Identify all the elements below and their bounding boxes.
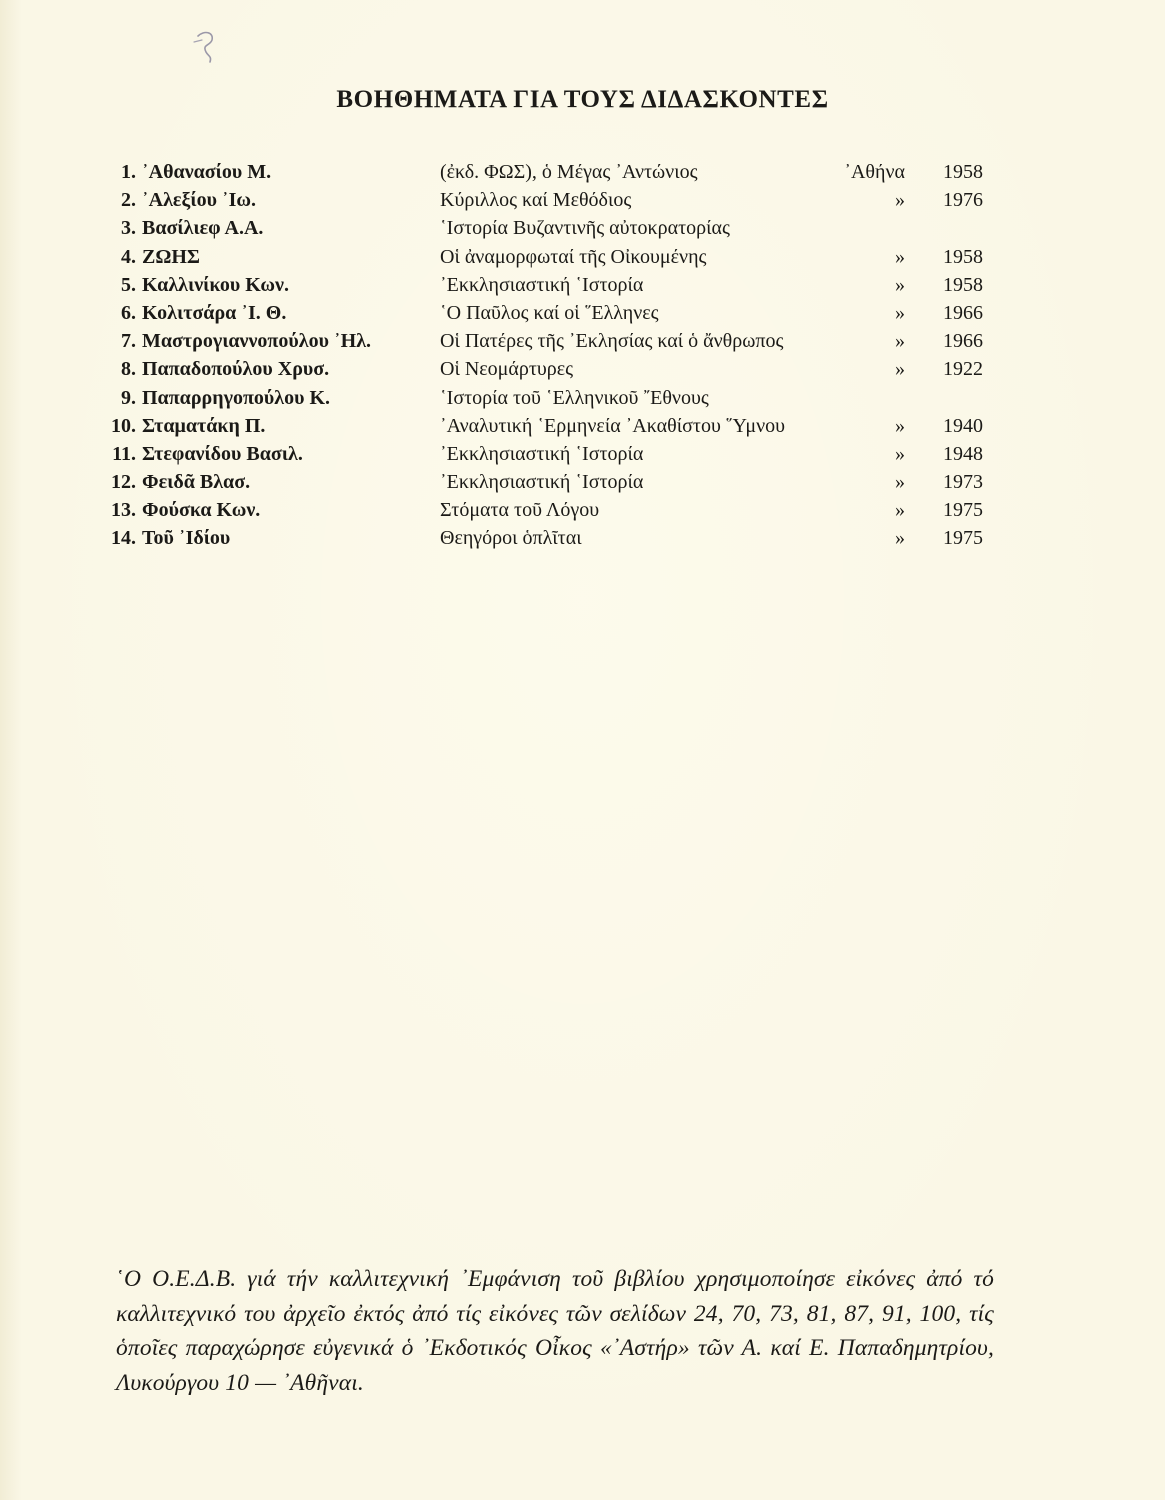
ref-number: 6. <box>121 301 136 324</box>
ref-title: Οἱ ἀναμορφωταί τῆς Οἰκουμένης <box>440 245 707 268</box>
ref-place: » <box>895 189 905 212</box>
ref-author: Τοῦ ᾿Ιδίου <box>142 527 231 550</box>
ref-place: » <box>895 245 905 268</box>
ref-author: Φούσκα Κων. <box>142 499 261 522</box>
ref-title: ῾Ιστορία τοῦ ῾Ελληνικοῦ ῎Εθνους <box>440 386 709 409</box>
pencil-scribble-mark <box>190 22 230 72</box>
ref-number: 5. <box>121 273 136 296</box>
list-item <box>0 327 1165 355</box>
ref-place: » <box>895 301 905 324</box>
ref-author: Στεφανίδου Βασιλ. <box>142 442 303 465</box>
ref-year: 1975 <box>943 499 983 522</box>
ref-title: ῾Ο Παῦλος καί οἱ ῞Ελληνες <box>440 301 659 324</box>
ref-number: 9. <box>121 386 136 409</box>
ref-title: ᾿Εκκλησιαστική ῾Ιστορία <box>440 273 644 296</box>
ref-place: » <box>895 499 905 522</box>
ref-number: 13. <box>111 499 136 522</box>
list-item <box>0 158 1165 186</box>
ref-place: » <box>895 358 905 381</box>
ref-year: 1958 <box>943 273 983 296</box>
ref-place: » <box>895 330 905 353</box>
ref-number: 11. <box>112 442 136 465</box>
ref-title: Οἱ Νεομάρτυρες <box>440 358 574 381</box>
ref-title: ᾿Εκκλησιαστική ῾Ιστορία <box>440 471 644 494</box>
list-item <box>0 524 1165 552</box>
ref-title: ῾Ιστορία Βυζαντινῆς αὐτοκρατορίας <box>440 217 730 240</box>
ref-author: ᾿Αθανασίου Μ. <box>142 161 272 183</box>
list-item <box>0 412 1165 440</box>
ref-number: 14. <box>111 527 136 550</box>
ref-title: Θεηγόροι ὁπλῖται <box>440 527 582 550</box>
ref-place: ᾿Αθήνα <box>844 161 905 183</box>
ref-author: Σταματάκη Π. <box>142 414 266 437</box>
ref-year: 1976 <box>943 189 983 212</box>
ref-author: Παπαρρηγοπούλου Κ. <box>142 386 331 409</box>
ref-year: 1975 <box>943 527 983 550</box>
list-item <box>0 271 1165 299</box>
ref-number: 4. <box>121 245 136 268</box>
ref-author: Κολιτσάρα ᾿Ι. Θ. <box>142 301 287 324</box>
ref-year: 1940 <box>943 414 983 437</box>
ref-place: » <box>895 471 905 494</box>
page-title: ΒΟΗΘΗΜΑΤΑ ΓΙΑ ΤΟΥΣ ΔΙΔΑΣΚΟΝΤΕΣ <box>336 86 829 113</box>
ref-place: » <box>895 273 905 296</box>
ref-author: ΖΩΗΣ <box>142 245 200 268</box>
ref-author: ᾿Αλεξίου ᾿Ιω. <box>142 189 257 212</box>
list-item <box>0 243 1165 271</box>
list-item <box>0 186 1165 214</box>
ref-place: » <box>895 527 905 550</box>
list-item <box>0 440 1165 468</box>
ref-year: 1958 <box>943 245 983 268</box>
list-item <box>0 496 1165 524</box>
ref-number: 3. <box>121 217 136 240</box>
ref-author: Μαστρογιαννοπούλου ᾿Ηλ. <box>142 330 372 353</box>
ref-author: Παπαδοπούλου Χρυσ. <box>142 358 330 381</box>
ref-number: 12. <box>111 471 136 494</box>
ref-year: 1922 <box>943 358 983 381</box>
ref-number: 2. <box>121 189 136 212</box>
ref-year: 1973 <box>943 471 983 494</box>
ref-year: 1958 <box>943 161 983 183</box>
ref-title: ᾿Εκκλησιαστική ῾Ιστορία <box>440 442 644 465</box>
list-item <box>0 468 1165 496</box>
list-item <box>0 214 1165 242</box>
ref-author: Βασίλιεφ Α.Α. <box>142 217 264 240</box>
list-item <box>0 384 1165 412</box>
ref-number: 7. <box>121 330 136 353</box>
ref-title: (ἐκδ. ΦΩΣ), ὁ Μέγας ᾿Αντώνιος <box>440 161 698 183</box>
list-item <box>0 355 1165 383</box>
ref-title: Κύριλλος καί Μεθόδιος <box>440 189 632 212</box>
ref-number: 8. <box>121 358 136 381</box>
ref-year: 1966 <box>943 301 983 324</box>
ref-title: ᾿Αναλυτική ῾Ερμηνεία ᾿Ακαθίστου ῞Υμνου <box>440 414 786 437</box>
ref-year: 1966 <box>943 330 983 353</box>
ref-author: Καλλινίκου Κων. <box>142 273 289 296</box>
ref-number: 1. <box>121 161 136 183</box>
ref-place: » <box>895 414 905 437</box>
publisher-note: ῾Ο Ο.Ε.Δ.Β. γιά τήν καλλιτεχνική ᾿Εμφάνιση τοῦ βιβλίου χρησιμοποίησε εἰκόνες ἀπό τό καλλιτεχνικό του ἀρχεῖο ἐκτός ἀπό τίς εἰκόνες τῶν σελίδων 24, 70, 73, 81, 87, 91, 100, τίς ὁποῖες παραχώρησε εὐγενικά ὁ ᾿Εκδοτικός Οἶκος «᾿Αστήρ» τῶν Α. καί Ε. Παπαδημητρίου, Λυκούργου 10 — ᾿Αθῆναι. <box>116 1266 994 1396</box>
ref-place: » <box>895 442 905 465</box>
list-item <box>0 299 1165 327</box>
reference-list <box>0 158 1165 553</box>
ref-title: Οἱ Πατέρες τῆς ᾿Εκλησίας καί ὁ ἄνθρωπος <box>440 330 784 353</box>
ref-year: 1948 <box>943 442 983 465</box>
ref-title: Στόματα τοῦ Λόγου <box>440 499 600 522</box>
ref-number: 10. <box>111 414 136 437</box>
ref-author: Φειδᾶ Βλασ. <box>142 471 251 494</box>
